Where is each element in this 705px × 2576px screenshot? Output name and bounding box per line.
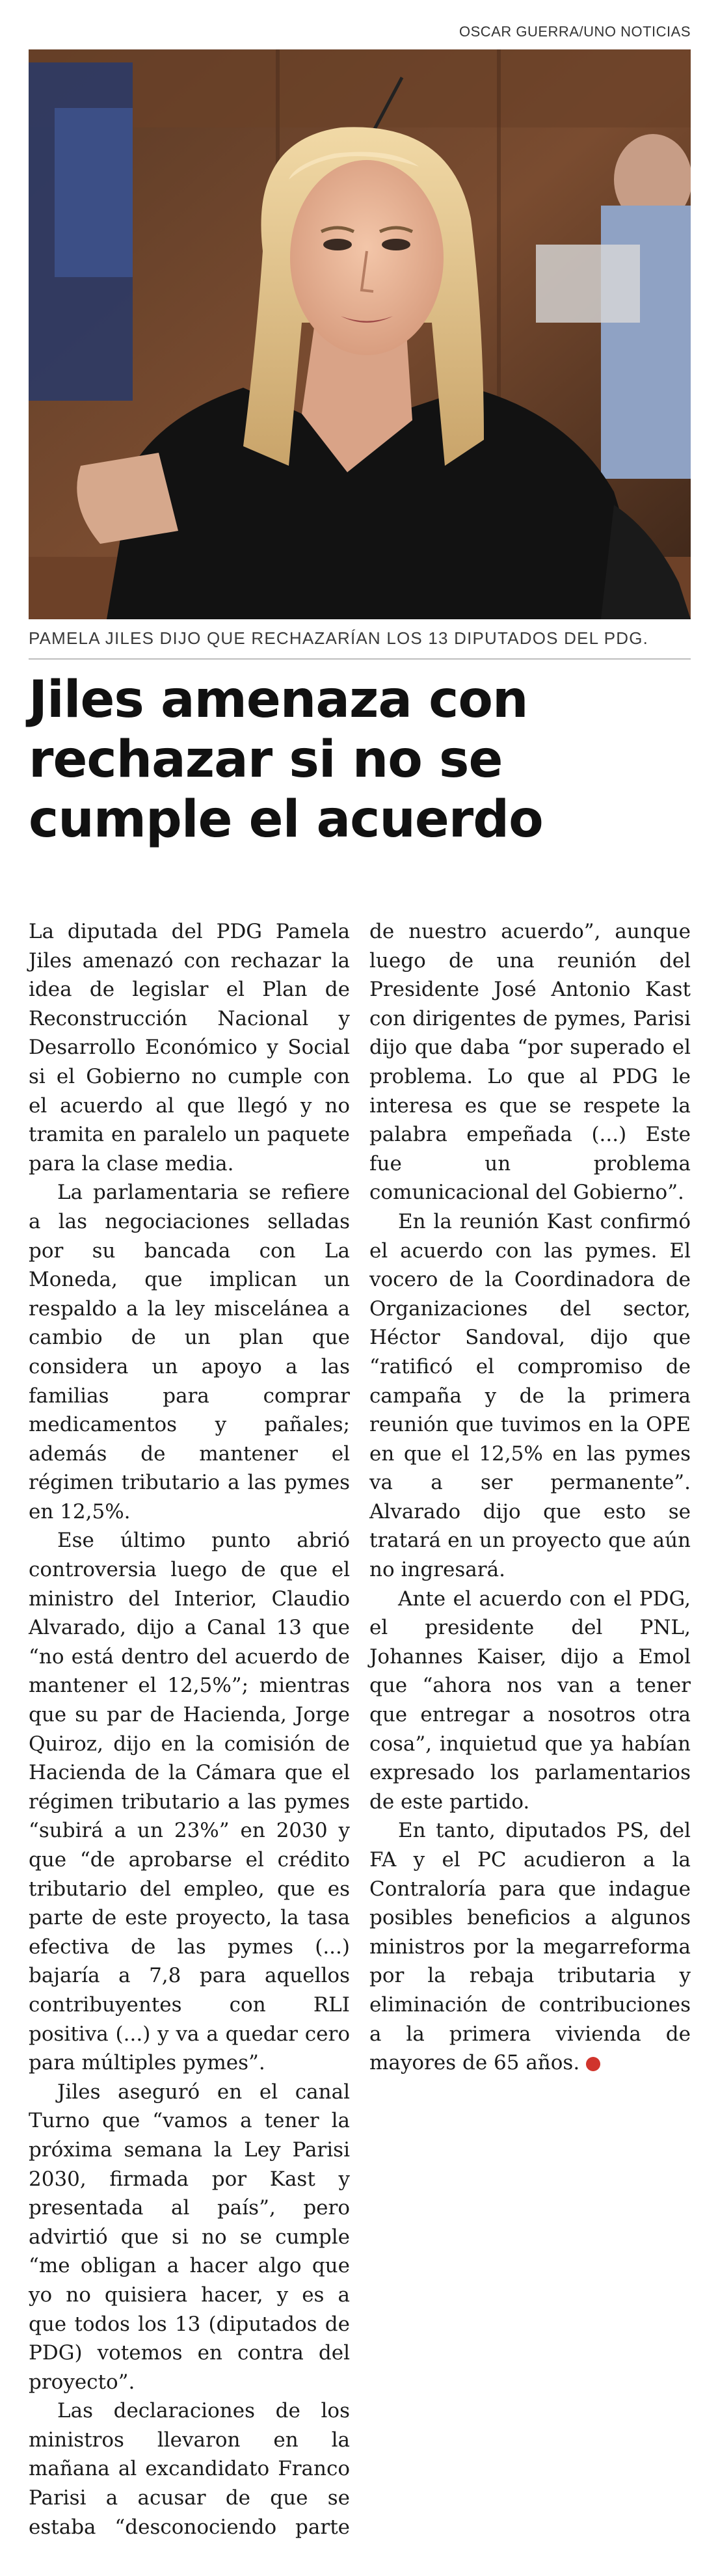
article-paragraph: [369, 1816, 691, 2077]
article-paragraph: Ese último punto abrió controversia luego de que el ministro del Interior, Claudio Alvarado, dijo a Canal 13 que “no está dentro del acuerdo de mantener el 12,5%”; mientras que su par de Hacienda, Jorge Quiroz, dijo en la comisión de Hacienda de la Cámara que el régimen tributario a las pymes “subirá a un 23%” en 2030 y que “de aprobarse el crédito tributario del empleo, que es parte de este proyecto, la tasa efectiva de las pymes (...) bajaría a 7,8 para aquellos contribuyentes con RLI positiva (...) y va a quedar cero para múltiples pymes”.: [29, 1529, 350, 2075]
article-headline: Jiles amenaza con rechazar si no se cumple el acuerdo: [29, 671, 543, 849]
article-paragraph: La parlamentaria se refiere a las negociaciones selladas por su bancada con La Moneda, que implican un respaldo a la ley miscelánea a cambio de un plan que considera un apoyo a las familias para comprar medicamentos y pañales; además de mantener el régimen tributario a las pymes en 12,5%.: [29, 1181, 350, 1523]
article-paragraph: Jiles aseguró en el canal Turno que “vamos a tener la próxima semana la Ley Parisi 2030, firmada por Kast y presentada al país”, pero advirtió que si no se cumple “me obligan a hacer algo que yo no quisiera hacer, y es a que todos los 13 (diputados de PDG) votemos en contra del proyecto”.: [29, 2080, 350, 2394]
article-paragraph: Las declaraciones de los ministros llevaron en la mañana al excandidato Franco Parisi a acusar de que se estaba “desconociendo parte de nuestro acuerdo”, aunque luego de una reunión del Presidente José Antonio Kast con dirigentes de pymes, Parisi dijo que daba “por superado el problema. Lo que al PDG le interesa es que se respete la palabra empeñada (...) Este fue un problema comunicacional del Gobierno”.: [29, 920, 691, 2539]
last-paragraph-text: En tanto, diputados PS, del FA y el PC acudieron a la Contraloría para que indague posibles beneficios a algunos ministros por la megarreforma por la rebaja tributaria y eliminación de contribuciones a la primera vivienda de mayores de 65 años.: [369, 1819, 691, 2075]
caption-divider: [29, 658, 691, 660]
photo-credit: OSCAR GUERRA/UNO NOTICIAS: [459, 23, 691, 40]
article-paragraph: Ante el acuerdo con el PDG, el presidente del PNL, Johannes Kaiser, dijo a Emol que “ahora nos van a tener que entregar a nosotros otra cosa”, inquietud que ya habían expresado los parlamentarios de este partido.: [369, 1587, 691, 1814]
portrait-photo-icon: [29, 49, 691, 619]
article-body: [29, 917, 691, 2556]
article-paragraph: La diputada del PDG Pamela Jiles amenazó con rechazar la idea de legislar el Plan de Reconstrucción Nacional y Desarrollo Económico y Social si el Gobierno no cumple con el acuerdo al que llegó y no tramita en paralelo un paquete para la clase media.: [29, 920, 350, 1175]
article-photo: [29, 49, 691, 619]
photo-caption: PAMELA JILES DIJO QUE RECHAZARÍAN LOS 13 DIPUTADOS DEL PDG.: [29, 628, 649, 648]
article-paragraph: En la reunión Kast confirmó el acuerdo con las pymes. El vocero de la Coordinadora de Organizaciones del sector, Héctor Sandoval, dijo que “ratificó el compromiso de campaña y de la primera reunión que tuvimos en la OPE en que el 12,5% en las pymes va a ser permanente”. Alvarado dijo que esto se tratará en un proyecto que aún no ingresará.: [369, 1209, 691, 1582]
end-of-article-icon: ✪: [586, 2057, 600, 2071]
